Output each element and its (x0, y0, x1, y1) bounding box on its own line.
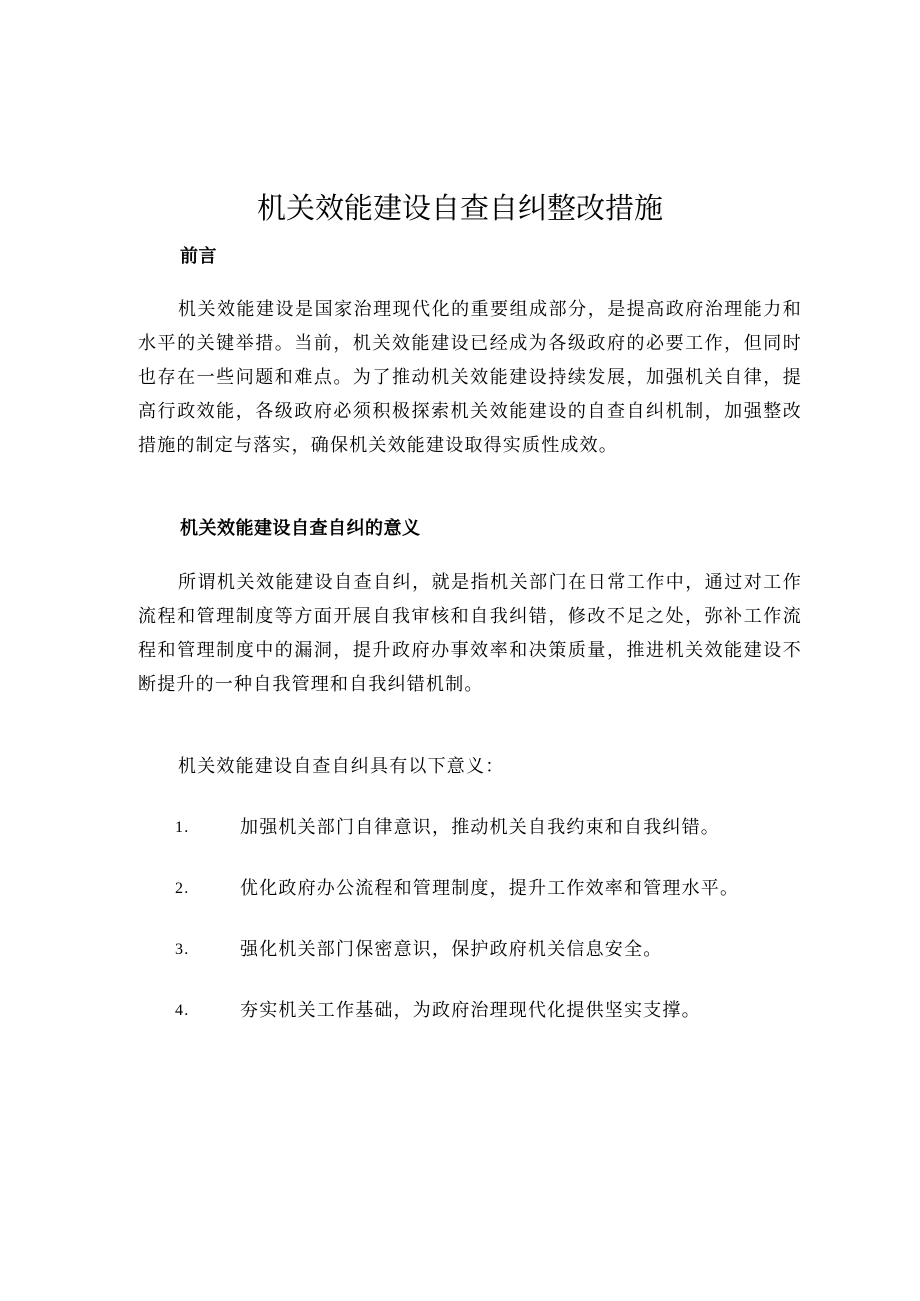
list-item-number: 2. (175, 880, 190, 897)
paragraph-list-intro: 机关效能建设自查自纠具有以下意义： (178, 756, 505, 777)
list-item (175, 935, 805, 965)
list-item-number: 1. (175, 819, 190, 836)
section-heading-significance: 机关效能建设自查自纠的意义 (180, 518, 421, 539)
list-item-text: 强化机关部门保密意识，保护政府机关信息安全。 (240, 939, 663, 960)
list-item-number: 4. (175, 1002, 190, 1019)
list-item (175, 813, 805, 843)
list-item-number: 3. (175, 941, 190, 958)
list-item (175, 874, 805, 904)
document-title: 机关效能建设自查自纠整改措施 (256, 191, 663, 225)
list-item (175, 996, 805, 1026)
list-item-text: 夯实机关工作基础，为政府治理现代化提供坚实支撑。 (240, 1000, 701, 1021)
paragraph-definition: 所谓机关效能建设自查自纠，就是指机关部门在日常工作中，通过对工作流程和管理制度等方面开展自我审核和自我纠错，修改不足之处，弥补工作流程和管理制度中的漏洞，提升政府办事效率和决策质量，推进机关效能建设不断提升的一种自我管理和自我纠错机制。 (138, 572, 802, 695)
paragraph-preface: 机关效能建设是国家治理现代化的重要组成部分，是提高政府治理能力和水平的关键举措。当前，机关效能建设已经成为各级政府的必要工作，但同时也存在一些问题和难点。为了推动机关效能建设持续发展，加强机关自律，提高行政效能，各级政府必须积极探索机关效能建设的自查自纠机制，加强整改措施的制定与落实，确保机关效能建设取得实质性成效。 (138, 299, 802, 456)
list-item-text: 加强机关部门自律意识，推动机关自我约束和自我纠错。 (240, 817, 720, 838)
list-item-text: 优化政府办公流程和管理制度，提升工作效率和管理水平。 (240, 878, 740, 899)
section-heading-preface: 前言 (180, 246, 217, 267)
